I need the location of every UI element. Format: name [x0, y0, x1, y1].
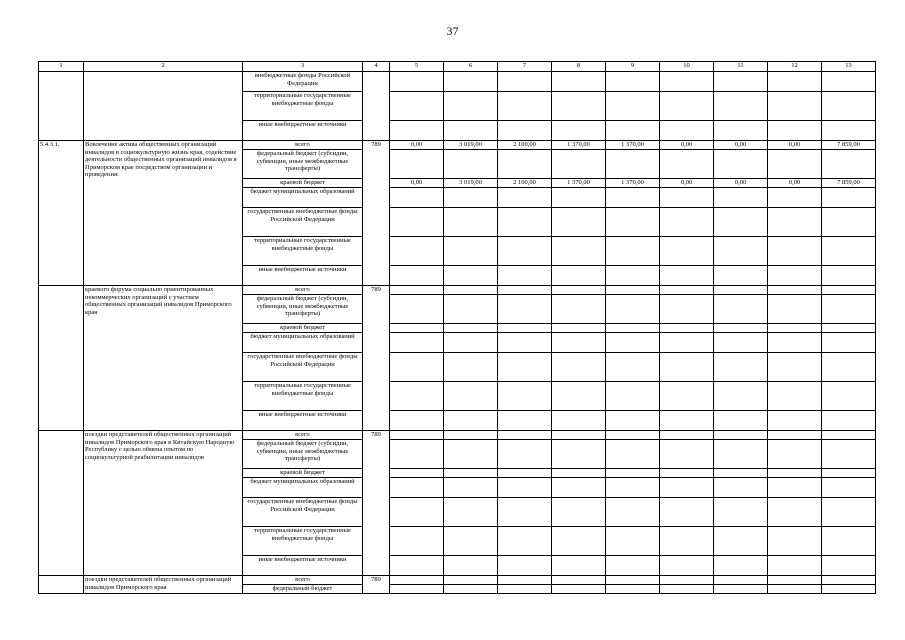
value-cell	[390, 266, 444, 286]
value-cell: 0,00	[660, 179, 714, 188]
value-cell	[714, 353, 768, 382]
value-cell	[390, 72, 444, 92]
value-cell	[444, 208, 498, 237]
value-cell	[660, 469, 714, 478]
col4-cell	[363, 72, 390, 141]
value-cell	[660, 150, 714, 179]
funding-source-cell: иные внебюджетные источники	[243, 121, 363, 141]
value-cell	[714, 150, 768, 179]
value-cell	[444, 576, 498, 585]
value-cell	[768, 576, 822, 585]
value-cell	[552, 208, 606, 237]
value-cell	[606, 121, 660, 141]
col4-cell: 789	[363, 576, 390, 594]
value-cell	[552, 333, 606, 353]
value-cell: 7 859,00	[822, 179, 876, 188]
value-cell	[552, 576, 606, 585]
value-cell	[660, 382, 714, 411]
value-cell	[552, 286, 606, 295]
value-cell	[498, 478, 552, 498]
value-cell	[822, 324, 876, 333]
value-cell	[714, 556, 768, 576]
value-cell	[498, 266, 552, 286]
value-cell	[606, 353, 660, 382]
value-cell: 0,00	[768, 179, 822, 188]
value-cell	[498, 576, 552, 585]
value-cell: 0,00	[390, 141, 444, 150]
value-cell	[714, 469, 768, 478]
value-cell	[444, 188, 498, 208]
value-cell	[660, 556, 714, 576]
col4-cell: 789	[363, 431, 390, 576]
funding-source-cell: бюджет муниципальных образований	[243, 188, 363, 208]
value-cell	[822, 431, 876, 440]
value-cell	[822, 92, 876, 121]
value-cell	[498, 333, 552, 353]
value-cell	[660, 353, 714, 382]
value-cell	[444, 585, 498, 594]
value-cell	[768, 92, 822, 121]
value-cell	[606, 324, 660, 333]
value-cell	[714, 295, 768, 324]
value-cell	[714, 527, 768, 556]
value-cell	[714, 576, 768, 585]
value-cell	[498, 188, 552, 208]
value-cell	[768, 188, 822, 208]
value-cell	[552, 382, 606, 411]
col4-cell: 789	[363, 141, 390, 286]
value-cell	[714, 440, 768, 469]
value-cell	[768, 469, 822, 478]
value-cell	[714, 121, 768, 141]
value-cell	[606, 431, 660, 440]
funding-source-cell: государственные внебюджетные фонды Российской Федерации	[243, 498, 363, 527]
value-cell	[498, 585, 552, 594]
value-cell	[606, 527, 660, 556]
value-cell	[606, 295, 660, 324]
value-cell	[390, 237, 444, 266]
value-cell	[444, 150, 498, 179]
description-cell: поездки представителей общественных организаций инвалидов Приморского края	[84, 576, 243, 594]
value-cell	[660, 440, 714, 469]
value-cell	[552, 527, 606, 556]
value-cell	[552, 121, 606, 141]
value-cell	[822, 121, 876, 141]
value-cell	[498, 237, 552, 266]
value-cell: 0,00	[660, 141, 714, 150]
value-cell	[552, 72, 606, 92]
table-row	[39, 431, 876, 440]
value-cell: 0,00	[714, 141, 768, 150]
funding-source-cell: государственные внебюджетные фонды Российской Федерации	[243, 353, 363, 382]
value-cell	[390, 150, 444, 179]
value-cell	[768, 440, 822, 469]
header-cell: 12	[768, 62, 822, 72]
value-cell	[498, 324, 552, 333]
value-cell	[714, 478, 768, 498]
description-cell: поездки представителей общественных организаций инвалидов Приморского края в Китайскую Народную Республику с целью обмена опытом по социокультурной реабилитации инвалидов	[84, 431, 243, 576]
value-cell	[606, 333, 660, 353]
value-cell	[390, 585, 444, 594]
value-cell	[768, 411, 822, 431]
value-cell	[444, 92, 498, 121]
value-cell	[714, 237, 768, 266]
value-cell: 2 100,00	[498, 179, 552, 188]
value-cell	[660, 431, 714, 440]
value-cell	[822, 150, 876, 179]
value-cell	[768, 556, 822, 576]
value-cell	[498, 72, 552, 92]
value-cell	[390, 556, 444, 576]
value-cell	[660, 121, 714, 141]
page-number: 37	[446, 24, 459, 38]
funding-source-cell: бюджет муниципальных образований	[243, 333, 363, 353]
header-cell: 5	[390, 62, 444, 72]
value-cell	[606, 208, 660, 237]
value-cell	[390, 576, 444, 585]
value-cell	[606, 150, 660, 179]
value-cell	[714, 585, 768, 594]
value-cell	[660, 72, 714, 92]
value-cell	[606, 286, 660, 295]
value-cell	[498, 286, 552, 295]
code-cell	[39, 576, 84, 594]
value-cell	[660, 266, 714, 286]
value-cell	[552, 431, 606, 440]
value-cell: 3 019,00	[444, 179, 498, 188]
funding-source-cell: федеральный бюджет (субсидии, субвенции, иные межбюджетные трансферты)	[243, 295, 363, 324]
header-cell: 11	[714, 62, 768, 72]
value-cell	[444, 382, 498, 411]
value-cell	[606, 469, 660, 478]
value-cell	[660, 411, 714, 431]
value-cell	[444, 121, 498, 141]
value-cell	[606, 188, 660, 208]
value-cell	[606, 478, 660, 498]
value-cell	[390, 411, 444, 431]
value-cell	[768, 498, 822, 527]
value-cell	[390, 121, 444, 141]
value-cell	[498, 556, 552, 576]
value-cell	[498, 353, 552, 382]
funding-source-cell: всего	[243, 431, 363, 440]
value-cell	[444, 286, 498, 295]
table-row	[39, 141, 876, 150]
value-cell	[390, 431, 444, 440]
value-cell	[444, 478, 498, 498]
funding-source-cell: всего	[243, 141, 363, 150]
value-cell	[714, 188, 768, 208]
code-cell	[39, 286, 84, 431]
value-cell	[768, 585, 822, 594]
value-cell	[714, 431, 768, 440]
value-cell	[714, 324, 768, 333]
value-cell	[552, 411, 606, 431]
value-cell	[822, 188, 876, 208]
value-cell	[822, 478, 876, 498]
value-cell	[822, 266, 876, 286]
header-cell: 4	[363, 62, 390, 72]
funding-source-cell: территориальные государственные внебюджетные фонды	[243, 237, 363, 266]
funding-source-cell: иные внебюджетные источники	[243, 411, 363, 431]
value-cell	[660, 478, 714, 498]
funding-source-cell: территориальные государственные внебюджетные фонды	[243, 527, 363, 556]
value-cell	[768, 431, 822, 440]
value-cell	[714, 498, 768, 527]
value-cell: 1 370,00	[606, 141, 660, 150]
header-cell: 8	[552, 62, 606, 72]
value-cell	[768, 72, 822, 92]
value-cell: 1 370,00	[552, 141, 606, 150]
code-cell: 5.4.3.1.	[39, 141, 84, 286]
value-cell	[390, 208, 444, 237]
funding-source-cell: федеральный бюджет	[243, 585, 363, 594]
value-cell	[444, 469, 498, 478]
value-cell	[768, 286, 822, 295]
value-cell	[498, 121, 552, 141]
value-cell	[498, 92, 552, 121]
value-cell	[768, 333, 822, 353]
value-cell	[822, 353, 876, 382]
value-cell	[714, 382, 768, 411]
table-row	[39, 576, 876, 585]
header-cell: 9	[606, 62, 660, 72]
value-cell	[822, 72, 876, 92]
value-cell	[660, 208, 714, 237]
value-cell	[444, 527, 498, 556]
col4-cell: 789	[363, 286, 390, 431]
value-cell	[714, 92, 768, 121]
description-cell: Вовлечение актива общественных организаций инвалидов в социокультурную жизнь края, содействие деятельности общественных организаций инвалидов в Приморском крае посредством организации и проведения:	[84, 141, 243, 286]
value-cell	[606, 382, 660, 411]
value-cell	[390, 188, 444, 208]
header-cell: 6	[444, 62, 498, 72]
value-cell	[822, 440, 876, 469]
code-cell	[39, 72, 84, 141]
value-cell	[714, 411, 768, 431]
value-cell: 0,00	[768, 141, 822, 150]
funding-source-cell: государственные внебюджетные фонды Российской Федерации	[243, 208, 363, 237]
funding-source-cell: краевой бюджет	[243, 179, 363, 188]
value-cell	[390, 295, 444, 324]
value-cell: 2 100,00	[498, 141, 552, 150]
value-cell	[552, 295, 606, 324]
funding-source-cell: краевой бюджет	[243, 469, 363, 478]
header-cell: 2	[84, 62, 243, 72]
funding-source-cell: федеральный бюджет (субсидии, субвенции, иные межбюджетные трансферты)	[243, 440, 363, 469]
value-cell	[606, 556, 660, 576]
value-cell	[822, 295, 876, 324]
value-cell	[390, 498, 444, 527]
value-cell	[714, 333, 768, 353]
value-cell	[768, 353, 822, 382]
value-cell	[714, 286, 768, 295]
value-cell	[444, 411, 498, 431]
value-cell	[822, 498, 876, 527]
header-cell: 10	[660, 62, 714, 72]
value-cell	[390, 286, 444, 295]
value-cell	[822, 411, 876, 431]
value-cell	[822, 208, 876, 237]
value-cell	[390, 324, 444, 333]
value-cell	[660, 92, 714, 121]
value-cell	[552, 324, 606, 333]
value-cell	[822, 556, 876, 576]
value-cell	[444, 498, 498, 527]
value-cell	[552, 266, 606, 286]
value-cell	[768, 237, 822, 266]
value-cell	[498, 498, 552, 527]
header-row	[39, 62, 876, 72]
value-cell	[660, 286, 714, 295]
value-cell	[660, 237, 714, 266]
funding-source-cell: территориальные государственные внебюджетные фонды	[243, 92, 363, 121]
value-cell	[552, 498, 606, 527]
value-cell	[606, 72, 660, 92]
value-cell	[768, 527, 822, 556]
value-cell	[390, 527, 444, 556]
table-row	[39, 286, 876, 295]
value-cell	[768, 324, 822, 333]
value-cell	[444, 440, 498, 469]
budget-table	[38, 61, 876, 594]
value-cell	[660, 585, 714, 594]
description-cell: краевого форума социально ориентированных некоммерческих организаций с участием общественных организаций инвалидов Приморского края	[84, 286, 243, 431]
value-cell	[444, 324, 498, 333]
funding-source-cell: бюджет муниципальных образований	[243, 478, 363, 498]
value-cell	[552, 188, 606, 208]
value-cell: 1 370,00	[606, 179, 660, 188]
value-cell	[606, 266, 660, 286]
value-cell	[660, 324, 714, 333]
value-cell	[822, 382, 876, 411]
value-cell	[822, 237, 876, 266]
value-cell	[660, 498, 714, 527]
value-cell	[552, 353, 606, 382]
funding-source-cell: иные внебюджетные источники	[243, 556, 363, 576]
funding-source-cell: всего	[243, 286, 363, 295]
value-cell	[498, 527, 552, 556]
header-cell: 13	[822, 62, 876, 72]
value-cell	[768, 150, 822, 179]
funding-source-cell: территориальные государственные внебюджетные фонды	[243, 382, 363, 411]
value-cell	[552, 150, 606, 179]
header-cell: 3	[243, 62, 363, 72]
value-cell	[390, 333, 444, 353]
value-cell: 7 859,00	[822, 141, 876, 150]
value-cell	[714, 208, 768, 237]
header-cell: 1	[39, 62, 84, 72]
value-cell	[660, 188, 714, 208]
value-cell: 3 019,00	[444, 141, 498, 150]
value-cell	[552, 92, 606, 121]
funding-source-cell: федеральный бюджет (субсидии, субвенции, иные межбюджетные трансферты)	[243, 150, 363, 179]
value-cell	[606, 411, 660, 431]
value-cell	[552, 469, 606, 478]
value-cell	[552, 478, 606, 498]
value-cell: 1 370,00	[552, 179, 606, 188]
value-cell	[552, 585, 606, 594]
value-cell	[822, 333, 876, 353]
value-cell: 0,00	[714, 179, 768, 188]
value-cell: 0,00	[390, 179, 444, 188]
code-cell	[39, 431, 84, 576]
value-cell	[444, 295, 498, 324]
value-cell	[390, 382, 444, 411]
value-cell	[498, 469, 552, 478]
value-cell	[444, 556, 498, 576]
value-cell	[768, 266, 822, 286]
value-cell	[822, 576, 876, 585]
value-cell	[606, 576, 660, 585]
funding-source-cell: внебюджетные фонды Российской Федерации	[243, 72, 363, 92]
value-cell	[660, 527, 714, 556]
value-cell	[444, 237, 498, 266]
value-cell	[606, 585, 660, 594]
value-cell	[498, 431, 552, 440]
value-cell	[714, 72, 768, 92]
value-cell	[822, 469, 876, 478]
value-cell	[390, 478, 444, 498]
value-cell	[660, 576, 714, 585]
value-cell	[606, 237, 660, 266]
value-cell	[822, 527, 876, 556]
value-cell	[822, 286, 876, 295]
value-cell	[390, 92, 444, 121]
value-cell	[444, 333, 498, 353]
value-cell	[390, 469, 444, 478]
value-cell	[498, 382, 552, 411]
value-cell	[552, 237, 606, 266]
value-cell	[822, 585, 876, 594]
table-row	[39, 72, 876, 92]
funding-source-cell: иные внебюджетные источники	[243, 266, 363, 286]
value-cell	[768, 295, 822, 324]
funding-source-cell: краевой бюджет	[243, 324, 363, 333]
value-cell	[498, 295, 552, 324]
value-cell	[444, 353, 498, 382]
funding-source-cell: всего	[243, 576, 363, 585]
value-cell	[768, 382, 822, 411]
value-cell	[444, 72, 498, 92]
value-cell	[444, 431, 498, 440]
value-cell	[768, 478, 822, 498]
value-cell	[714, 266, 768, 286]
value-cell	[498, 150, 552, 179]
value-cell	[606, 498, 660, 527]
description-cell	[84, 72, 243, 141]
value-cell	[552, 556, 606, 576]
value-cell	[606, 92, 660, 121]
value-cell	[768, 121, 822, 141]
value-cell	[390, 440, 444, 469]
value-cell	[660, 295, 714, 324]
header-cell: 7	[498, 62, 552, 72]
value-cell	[444, 266, 498, 286]
value-cell	[498, 411, 552, 431]
value-cell	[498, 440, 552, 469]
value-cell	[768, 208, 822, 237]
value-cell	[552, 440, 606, 469]
value-cell	[660, 333, 714, 353]
value-cell	[606, 440, 660, 469]
value-cell	[390, 353, 444, 382]
value-cell	[498, 208, 552, 237]
